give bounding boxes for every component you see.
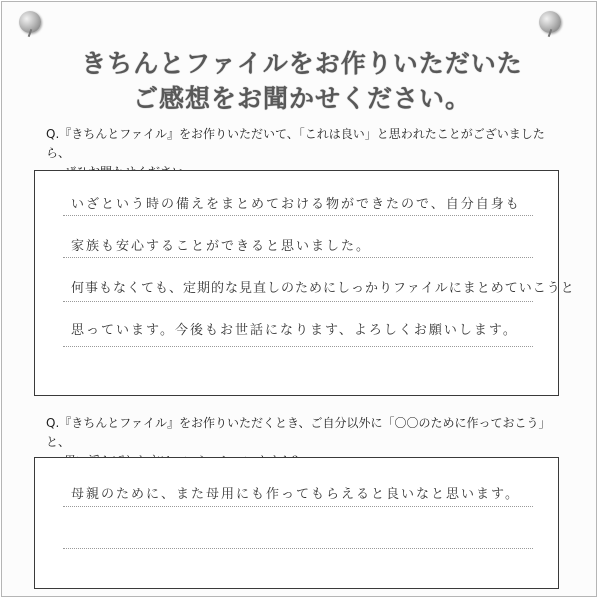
left-pushpin-icon bbox=[19, 11, 41, 33]
answer-1-rule-2 bbox=[63, 257, 533, 258]
answer-1-rule-1 bbox=[63, 215, 533, 216]
answer-2-rule-1 bbox=[63, 506, 533, 507]
answer-2-rule-2 bbox=[63, 548, 533, 549]
survey-sheet bbox=[1, 1, 597, 597]
question-2-line-1: Q.『きちんとファイル』をお作りいただくとき、ご自分以外に「〇〇のために作っておこう」と、 bbox=[46, 416, 551, 449]
question-1-line-1: Q.『きちんとファイル』をお作りいただいて、「これは良い」と思われたことがございましたら、 bbox=[46, 127, 545, 160]
answer-1-rule-4 bbox=[63, 346, 533, 347]
title-line-1: きちんとファイルをお作りいただいた bbox=[81, 49, 523, 78]
right-pushpin-icon bbox=[539, 11, 561, 33]
answer-1-rule-3 bbox=[63, 301, 533, 302]
answer-2-text-1: 母親のために、また母用にも作ってもらえると良いなと思います。 bbox=[71, 487, 520, 502]
answer-1-text-3: 何事もなくても、定期的な見直しのためにしっかりファイルにまとめていこうと bbox=[71, 281, 575, 296]
title-line-2: ご感想をお聞かせください。 bbox=[132, 84, 471, 113]
answer-1-text-1: いざという時の備えをまとめておける物ができたので、自分自身も bbox=[71, 197, 521, 212]
answer-box-1 bbox=[34, 170, 575, 396]
answer-box-2 bbox=[34, 457, 559, 589]
answer-1-text-4: 思っています。今後もお世話になります、よろしくお願いします。 bbox=[71, 323, 518, 338]
answer-1-text-2: 家族も安心することができると思いました。 bbox=[71, 239, 372, 254]
